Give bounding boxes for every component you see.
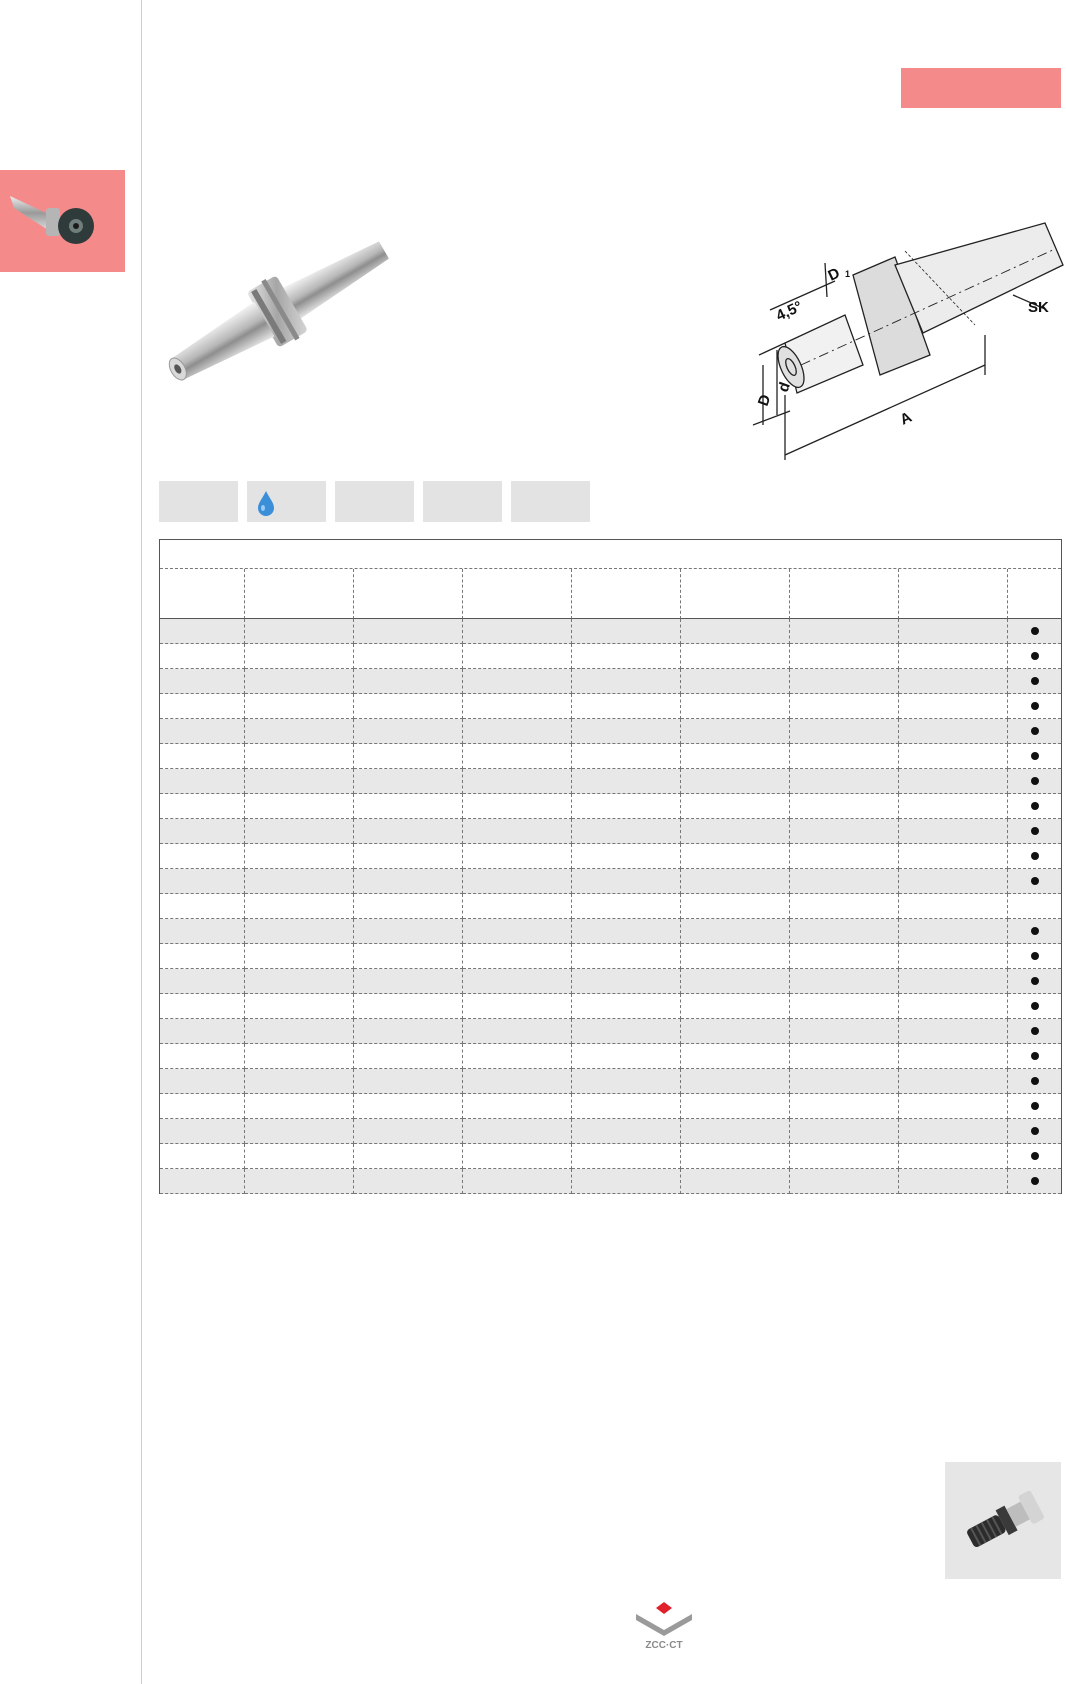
- table-cell: [790, 819, 899, 844]
- table-cell: [354, 1094, 463, 1119]
- table-cell: [681, 1069, 790, 1094]
- table-cell: [572, 894, 681, 919]
- table-cell: [790, 794, 899, 819]
- table-cell: [899, 744, 1008, 769]
- table-cell-availability: [1008, 769, 1061, 794]
- table-cell: [354, 994, 463, 1019]
- table-cell: [681, 969, 790, 994]
- table-cell-availability: [1008, 1069, 1061, 1094]
- table-cell: [463, 944, 572, 969]
- header-cell: [681, 569, 790, 619]
- table-cell: [572, 919, 681, 944]
- table-cell: [354, 844, 463, 869]
- table-cell: [463, 769, 572, 794]
- table-cell: [681, 944, 790, 969]
- table-cell: [899, 1094, 1008, 1119]
- table-cell: [160, 944, 245, 969]
- table-cell: [245, 769, 354, 794]
- table-cell-availability: [1008, 969, 1061, 994]
- table-cell: [245, 969, 354, 994]
- table-cell-availability: [1008, 994, 1061, 1019]
- table-cell: [790, 969, 899, 994]
- table-cell: [463, 669, 572, 694]
- table-cell: [681, 1019, 790, 1044]
- table-cell: [681, 794, 790, 819]
- table-cell: [681, 844, 790, 869]
- table-cell: [681, 819, 790, 844]
- table-cell: [790, 869, 899, 894]
- table-cell: [463, 644, 572, 669]
- table-cell: [354, 1019, 463, 1044]
- table-cell: [463, 1119, 572, 1144]
- table-cell-availability: [1008, 819, 1061, 844]
- table-cell: [572, 994, 681, 1019]
- table-cell: [681, 694, 790, 719]
- availability-dot-icon: [1031, 927, 1039, 935]
- table-cell: [572, 1069, 681, 1094]
- table-cell: [160, 1144, 245, 1169]
- availability-dot-icon: [1031, 852, 1039, 860]
- table-cell: [572, 694, 681, 719]
- table-cell: [354, 794, 463, 819]
- table-cell: [160, 1094, 245, 1119]
- table-cell: [681, 619, 790, 644]
- table-cell: [354, 944, 463, 969]
- table-cell: [160, 619, 245, 644]
- section-tab[interactable]: [901, 68, 1061, 108]
- table-cell: [160, 819, 245, 844]
- table-cell: [245, 644, 354, 669]
- table-cell: [463, 969, 572, 994]
- availability-dot-icon: [1031, 627, 1039, 635]
- availability-dot-icon: [1031, 827, 1039, 835]
- table-cell: [899, 869, 1008, 894]
- pull-stud-image: [945, 1462, 1061, 1579]
- tool-holder-photo: [150, 220, 410, 400]
- table-cell: [160, 969, 245, 994]
- table-cell: [681, 1144, 790, 1169]
- d-inner-label: d: [774, 379, 794, 395]
- table-cell: [572, 944, 681, 969]
- table-cell-availability: [1008, 844, 1061, 869]
- table-cell: [790, 844, 899, 869]
- table-cell: [572, 1019, 681, 1044]
- table-cell: [899, 619, 1008, 644]
- table-cell: [899, 969, 1008, 994]
- angle-label: 4,5°: [773, 297, 806, 325]
- table-cell: [245, 844, 354, 869]
- table-cell: [572, 669, 681, 694]
- availability-dot-icon: [1031, 652, 1039, 660]
- table-cell-availability: [1008, 1094, 1061, 1119]
- table-cell: [463, 694, 572, 719]
- table-cell: [245, 794, 354, 819]
- table-cell: [572, 1169, 681, 1194]
- table-cell: [160, 869, 245, 894]
- side-tab-product-icon[interactable]: [0, 170, 125, 272]
- table-cell: [245, 1169, 354, 1194]
- availability-dot-icon: [1031, 677, 1039, 685]
- table-cell-availability: [1008, 919, 1061, 944]
- table-cell: [354, 819, 463, 844]
- table-cell: [790, 1044, 899, 1069]
- table-cell-availability: [1008, 894, 1061, 919]
- availability-dot-icon: [1031, 1152, 1039, 1160]
- table-cell: [160, 894, 245, 919]
- feature-chips: [159, 481, 590, 522]
- table-cell: [572, 1044, 681, 1069]
- table-cell: [790, 619, 899, 644]
- table-cell-availability: [1008, 1019, 1061, 1044]
- zcc-ct-logo: [632, 1600, 696, 1650]
- table-cell: [790, 919, 899, 944]
- table-cell: [899, 694, 1008, 719]
- table-cell: [681, 894, 790, 919]
- table-cell-availability: [1008, 869, 1061, 894]
- table-cell: [572, 644, 681, 669]
- table-cell: [160, 994, 245, 1019]
- table-cell: [160, 919, 245, 944]
- d1-subscript: 1: [845, 269, 851, 279]
- table-cell: [899, 944, 1008, 969]
- table-cell-availability: [1008, 669, 1061, 694]
- availability-dot-icon: [1031, 1102, 1039, 1110]
- feature-chip: [511, 481, 590, 522]
- table-cell: [681, 1169, 790, 1194]
- table-cell: [681, 1044, 790, 1069]
- availability-dot-icon: [1031, 952, 1039, 960]
- pull-stud-icon: [945, 1462, 1061, 1579]
- table-cell: [245, 994, 354, 1019]
- table-cell: [681, 669, 790, 694]
- table-cell-availability: [1008, 744, 1061, 769]
- header-cell: [245, 569, 354, 619]
- table-cell: [354, 1144, 463, 1169]
- table-cell: [681, 869, 790, 894]
- table-cell: [790, 694, 899, 719]
- header-cell: [160, 569, 245, 619]
- table-cell: [681, 919, 790, 944]
- table-cell: [463, 1169, 572, 1194]
- table-cell: [681, 1119, 790, 1144]
- table-cell: [790, 769, 899, 794]
- table-cell: [790, 669, 899, 694]
- table-cell-availability: [1008, 1144, 1061, 1169]
- table-cell: [899, 769, 1008, 794]
- availability-dot-icon: [1031, 802, 1039, 810]
- table-cell: [572, 769, 681, 794]
- header-cell: [899, 569, 1008, 619]
- availability-dot-icon: [1031, 752, 1039, 760]
- table-cell-availability: [1008, 719, 1061, 744]
- table-cell: [790, 1019, 899, 1044]
- availability-dot-icon: [1031, 977, 1039, 985]
- feature-chip: [335, 481, 414, 522]
- availability-dot-icon: [1031, 1177, 1039, 1185]
- table-cell: [160, 644, 245, 669]
- table-cell: [899, 1144, 1008, 1169]
- table-cell: [354, 694, 463, 719]
- table-cell: [899, 1044, 1008, 1069]
- table-cell: [899, 994, 1008, 1019]
- sidebar-divider: [141, 0, 142, 1684]
- table-cell: [681, 994, 790, 1019]
- table-cell: [463, 1144, 572, 1169]
- table-cell: [681, 769, 790, 794]
- table-cell: [463, 1069, 572, 1094]
- table-cell: [160, 794, 245, 819]
- table-cell: [572, 869, 681, 894]
- table-cell: [790, 1144, 899, 1169]
- table-cell: [790, 944, 899, 969]
- table-cell: [354, 1069, 463, 1094]
- table-cell-availability: [1008, 794, 1061, 819]
- table-cell: [790, 1069, 899, 1094]
- table-cell: [160, 719, 245, 744]
- table-cell: [160, 769, 245, 794]
- table-cell: [245, 1069, 354, 1094]
- product-table: [159, 539, 1062, 1194]
- table-cell: [354, 869, 463, 894]
- d-outer-label: D: [754, 392, 775, 409]
- table-cell: [160, 1044, 245, 1069]
- table-cell-availability: [1008, 694, 1061, 719]
- table-cell: [572, 1094, 681, 1119]
- availability-dot-icon: [1031, 1127, 1039, 1135]
- table-cell: [245, 819, 354, 844]
- table-cell: [160, 844, 245, 869]
- table-cell: [160, 694, 245, 719]
- table-cell: [790, 719, 899, 744]
- table-cell: [245, 1144, 354, 1169]
- table-cell: [245, 619, 354, 644]
- technical-drawing: [745, 215, 1065, 475]
- table-cell: [790, 1094, 899, 1119]
- table-cell: [354, 769, 463, 794]
- table-cell: [160, 1019, 245, 1044]
- table-cell: [463, 744, 572, 769]
- table-cell: [899, 919, 1008, 944]
- header-cell: [463, 569, 572, 619]
- table-cell: [354, 1119, 463, 1144]
- table-cell: [245, 744, 354, 769]
- table-cell: [899, 794, 1008, 819]
- feature-chip: [159, 481, 238, 522]
- table-cell: [572, 1144, 681, 1169]
- sk-label: SK: [1028, 299, 1049, 316]
- table-cell: [245, 1119, 354, 1144]
- table-cell: [899, 1019, 1008, 1044]
- availability-dot-icon: [1031, 777, 1039, 785]
- table-cell: [899, 719, 1008, 744]
- table-cell: [681, 744, 790, 769]
- table-cell: [899, 644, 1008, 669]
- table-cell: [572, 819, 681, 844]
- table-cell: [790, 994, 899, 1019]
- logo-text: ZCC·CT: [645, 1640, 683, 1650]
- table-cell: [899, 819, 1008, 844]
- table-cell: [572, 794, 681, 819]
- table-cell: [790, 644, 899, 669]
- table-cell: [899, 844, 1008, 869]
- table-cell-availability: [1008, 1119, 1061, 1144]
- table-cell: [245, 669, 354, 694]
- a-label: A: [897, 408, 915, 429]
- table-cell: [463, 869, 572, 894]
- table-cell: [160, 744, 245, 769]
- header-cell: [572, 569, 681, 619]
- table-cell: [899, 1169, 1008, 1194]
- coolant-drop-icon: [256, 490, 276, 516]
- availability-dot-icon: [1031, 1002, 1039, 1010]
- table-cell: [245, 894, 354, 919]
- table-cell: [572, 1119, 681, 1144]
- feature-chip: [423, 481, 502, 522]
- table-cell: [463, 1094, 572, 1119]
- table-cell: [354, 619, 463, 644]
- table-cell: [160, 1069, 245, 1094]
- table-cell: [245, 1019, 354, 1044]
- table-cell: [245, 719, 354, 744]
- availability-dot-icon: [1031, 727, 1039, 735]
- table-cell: [354, 969, 463, 994]
- table-cell: [899, 1069, 1008, 1094]
- d1-label: D: [825, 264, 843, 285]
- table-cell-availability: [1008, 944, 1061, 969]
- table-cell: [463, 1044, 572, 1069]
- table-cell: [463, 919, 572, 944]
- header-cell: [354, 569, 463, 619]
- table-cell: [572, 619, 681, 644]
- table-cell: [572, 969, 681, 994]
- table-cell: [463, 819, 572, 844]
- table-title-row: [160, 540, 1061, 569]
- table-cell: [463, 794, 572, 819]
- table-cell: [899, 1119, 1008, 1144]
- table-cell: [354, 669, 463, 694]
- table-cell: [354, 894, 463, 919]
- header-cell: [1008, 569, 1061, 619]
- availability-dot-icon: [1031, 877, 1039, 885]
- table-cell: [354, 1169, 463, 1194]
- tool-holder-thumbnail-icon: [8, 186, 108, 250]
- table-cell: [354, 644, 463, 669]
- table-cell: [463, 619, 572, 644]
- table-cell: [572, 719, 681, 744]
- table-cell: [160, 1169, 245, 1194]
- header-cell: [790, 569, 899, 619]
- table-cell: [160, 1119, 245, 1144]
- table-cell: [572, 844, 681, 869]
- table-grid: [160, 569, 1061, 1194]
- availability-dot-icon: [1031, 1052, 1039, 1060]
- table-cell: [160, 669, 245, 694]
- table-cell: [463, 719, 572, 744]
- table-cell-availability: [1008, 1044, 1061, 1069]
- table-cell: [354, 919, 463, 944]
- table-cell: [681, 1094, 790, 1119]
- feature-chip-coolant: [247, 481, 326, 522]
- table-cell: [681, 644, 790, 669]
- availability-dot-icon: [1031, 702, 1039, 710]
- availability-dot-icon: [1031, 1027, 1039, 1035]
- table-cell: [572, 744, 681, 769]
- table-cell: [354, 1044, 463, 1069]
- table-cell-availability: [1008, 1169, 1061, 1194]
- table-cell-availability: [1008, 619, 1061, 644]
- table-cell: [245, 694, 354, 719]
- table-cell: [245, 1094, 354, 1119]
- table-cell: [463, 1019, 572, 1044]
- table-cell: [245, 1044, 354, 1069]
- table-cell: [245, 944, 354, 969]
- table-cell: [790, 744, 899, 769]
- table-cell: [899, 894, 1008, 919]
- availability-dot-icon: [1031, 1077, 1039, 1085]
- table-cell-availability: [1008, 644, 1061, 669]
- table-cell: [681, 719, 790, 744]
- table-cell: [790, 894, 899, 919]
- table-cell: [899, 669, 1008, 694]
- table-cell: [790, 1169, 899, 1194]
- table-cell: [790, 1119, 899, 1144]
- table-cell: [245, 919, 354, 944]
- table-cell: [463, 894, 572, 919]
- table-cell: [463, 844, 572, 869]
- table-cell: [463, 994, 572, 1019]
- table-cell: [354, 719, 463, 744]
- table-cell: [245, 869, 354, 894]
- table-cell: [354, 744, 463, 769]
